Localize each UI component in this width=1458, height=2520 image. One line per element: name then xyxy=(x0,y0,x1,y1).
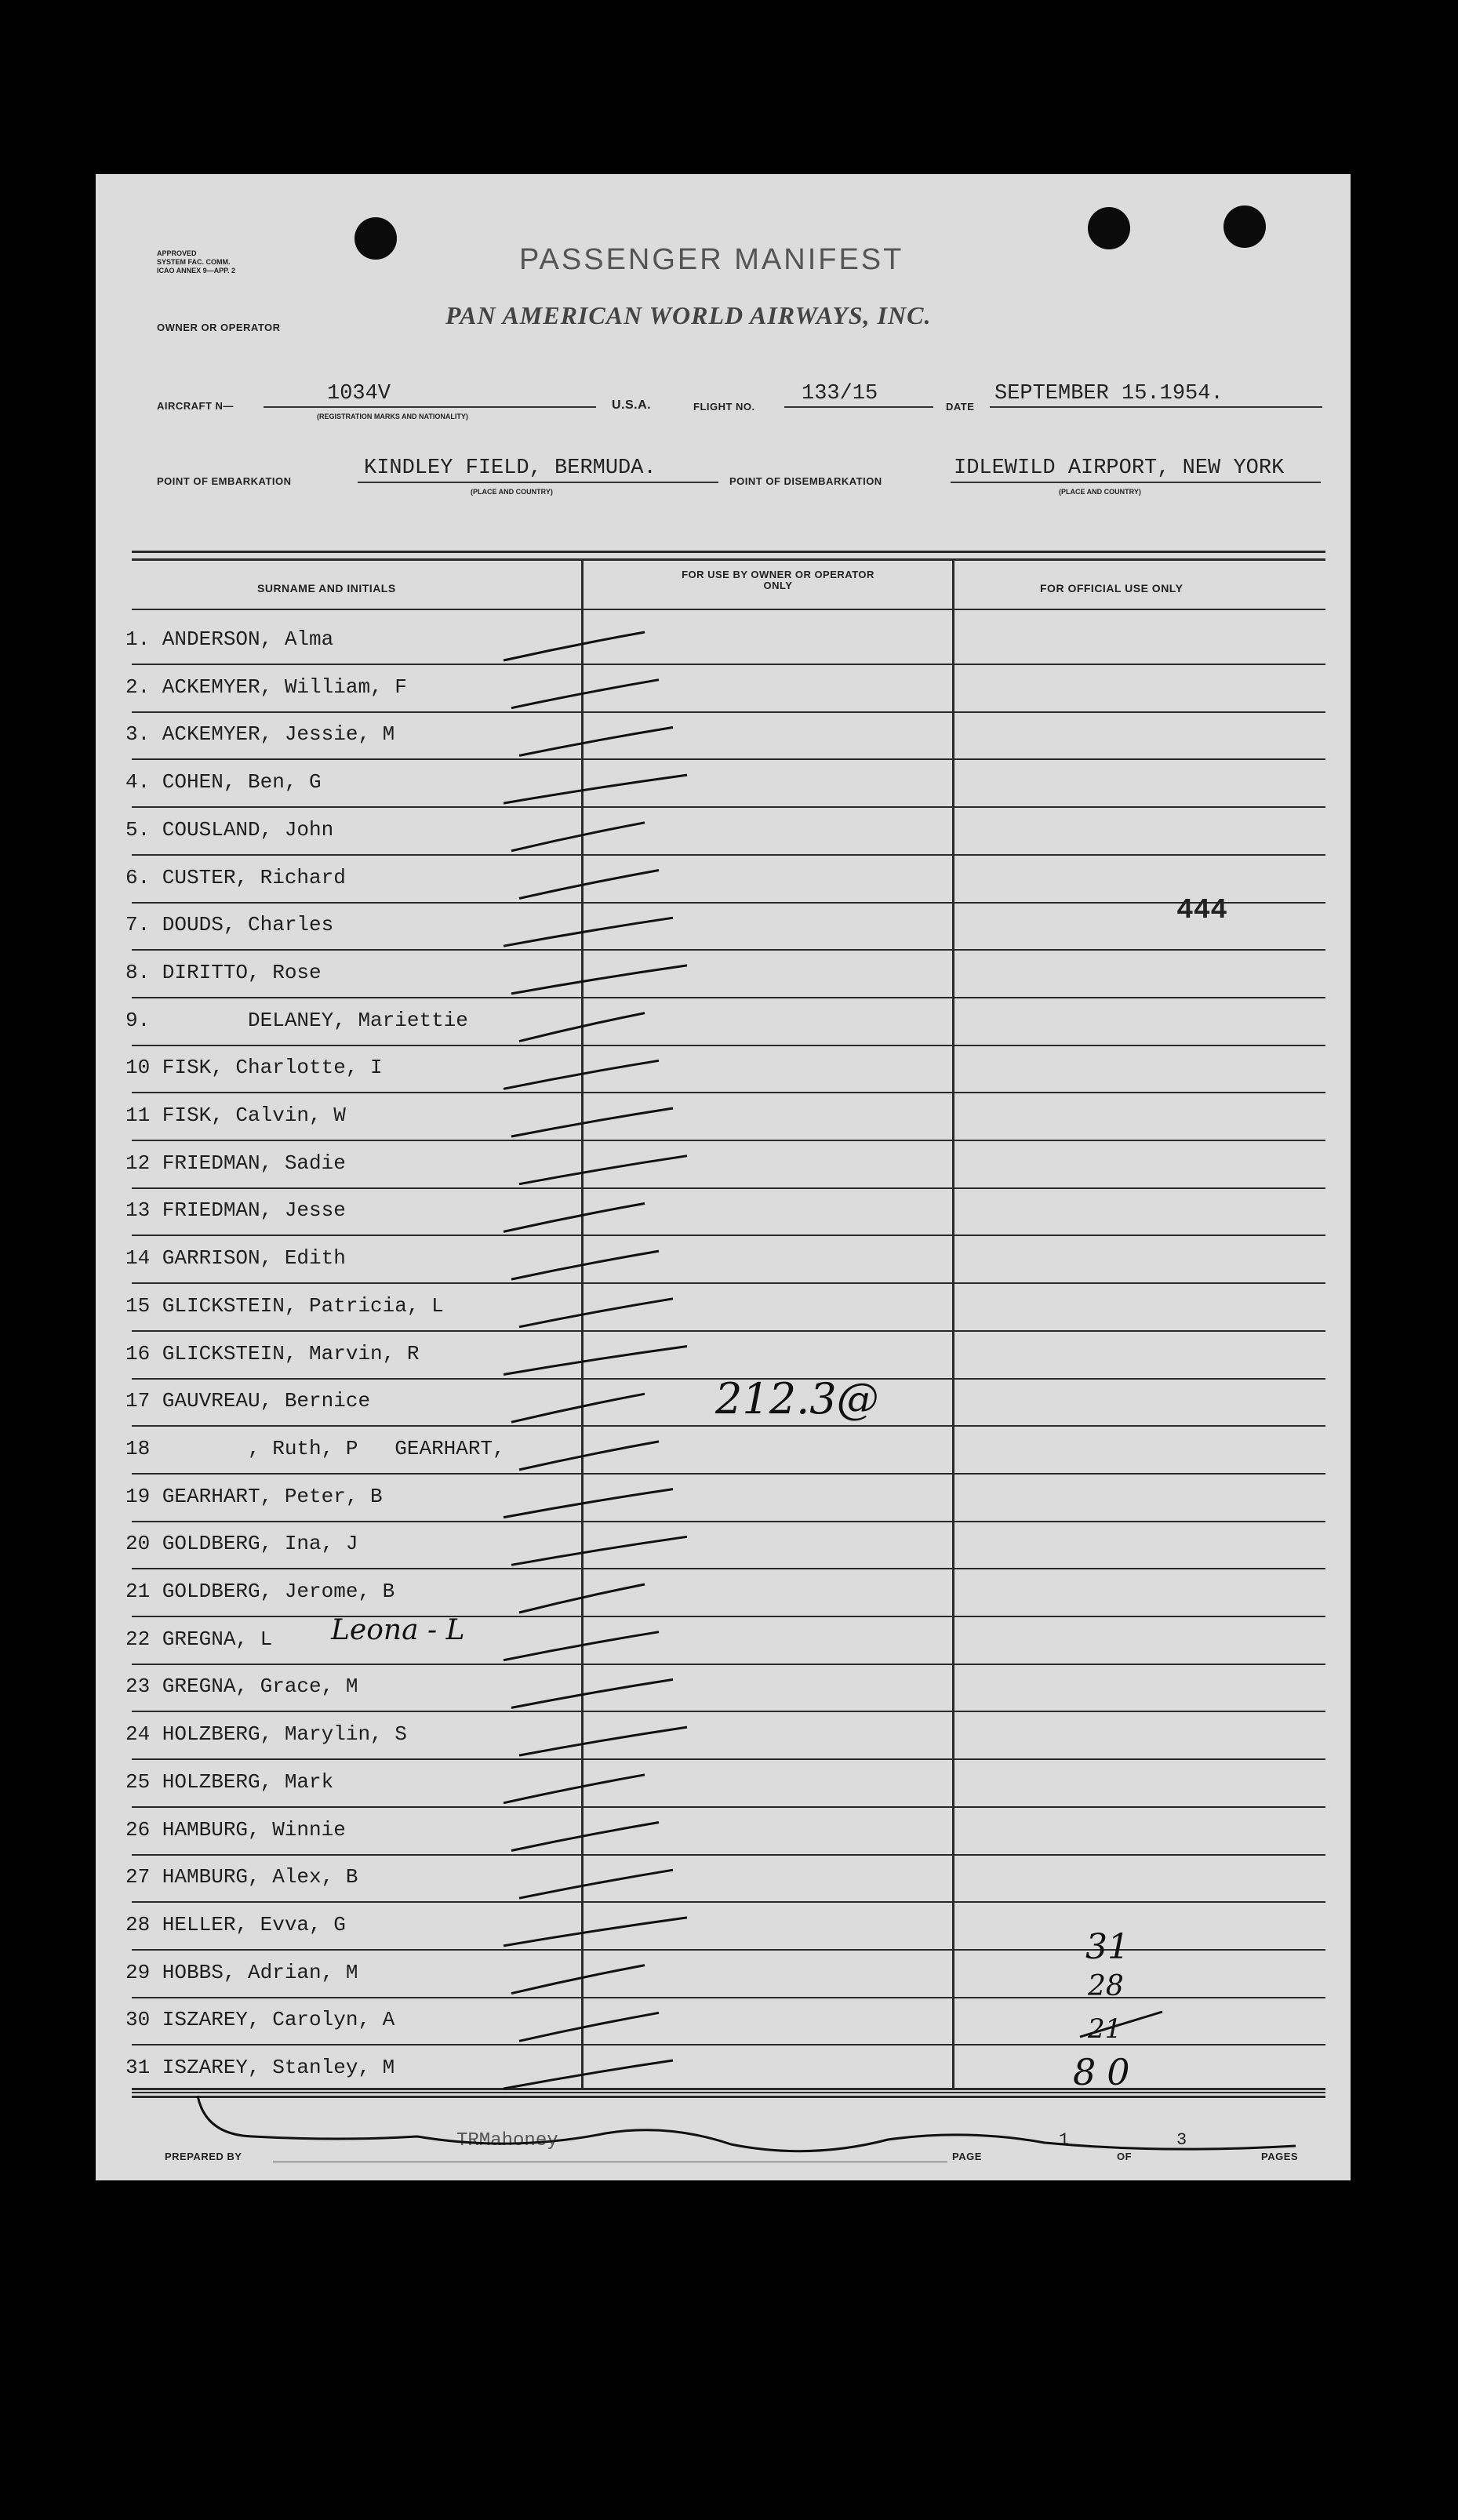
passenger-row: 29 HOBBS, Adrian, M xyxy=(125,1960,358,1984)
passenger-row: 27 HAMBURG, Alex, B xyxy=(125,1865,358,1889)
passenger-row: 4. COHEN, Ben, G xyxy=(125,770,322,795)
check-stroke xyxy=(504,1347,687,1375)
passenger-row: 28 HELLER, Evva, G xyxy=(125,1912,346,1936)
check-stroke xyxy=(519,1442,659,1470)
check-marks xyxy=(96,174,1351,2180)
check-stroke xyxy=(519,871,659,899)
approval-line: APPROVED xyxy=(157,249,197,257)
tally-21: 21 xyxy=(1088,2013,1122,2045)
check-stroke xyxy=(504,1060,659,1089)
owner-label: OWNER OR OPERATOR xyxy=(157,322,281,333)
check-stroke xyxy=(504,775,687,803)
embarkation-place: KINDLEY FIELD, BERMUDA. xyxy=(364,456,656,480)
tally-rule xyxy=(1076,2005,1170,2045)
check-stroke xyxy=(504,1489,673,1518)
aircraft-number: 1034V xyxy=(327,382,391,405)
check-stroke xyxy=(511,823,645,851)
passenger-row: 14 GARRISON, Edith xyxy=(125,1246,346,1271)
passenger-row: 12 FRIEDMAN, Sadie xyxy=(125,1151,346,1175)
check-stroke xyxy=(519,727,673,755)
passenger-row: 26 HAMBURG, Winnie xyxy=(125,1817,346,1842)
col-header-surname: SURNAME AND INITIALS xyxy=(257,582,396,595)
col-header-owner-use: FOR USE BY OWNER OR OPERATOR ONLY xyxy=(682,569,874,591)
usa-label: U.S.A. xyxy=(612,398,652,412)
check-stroke xyxy=(504,918,673,946)
check-stroke xyxy=(504,1632,659,1660)
check-stroke xyxy=(511,1108,673,1136)
check-stroke xyxy=(504,632,645,660)
tally-28: 28 xyxy=(1088,1970,1124,2002)
check-stroke xyxy=(519,1727,687,1755)
check-stroke xyxy=(519,1870,673,1898)
flight-label: FLIGHT NO. xyxy=(693,401,755,413)
approval-line: SYSTEM FAC. COMM. xyxy=(157,258,231,266)
passenger-row: 18 , Ruth, P GEARHART, xyxy=(125,1436,505,1460)
passenger-row: 9. DELANEY, Mariettie xyxy=(125,1008,468,1032)
passenger-row: 2. ACKEMYER, William, F xyxy=(125,675,407,699)
pages-label: PAGES xyxy=(1261,2151,1299,2162)
aircraft-label: AIRCRAFT N— xyxy=(157,400,234,412)
closing-squiggle xyxy=(182,2088,1335,2174)
name-correction: Leona - L xyxy=(331,1614,465,1646)
check-stroke xyxy=(504,2060,673,2089)
passenger-row: 1. ANDERSON, Alma xyxy=(125,627,334,651)
check-stroke xyxy=(519,1013,645,1042)
passenger-row: 15 GLICKSTEIN, Patricia, L xyxy=(125,1293,444,1318)
disembarkation-place: IDLEWILD AIRPORT, NEW YORK xyxy=(954,456,1285,480)
passenger-row: 17 GAUVREAU, Bernice xyxy=(125,1389,371,1413)
check-stroke xyxy=(511,965,687,994)
tally-31: 31 xyxy=(1085,1927,1129,1967)
passenger-row: 22 GREGNA, L xyxy=(125,1627,273,1651)
page-total: 3 xyxy=(1176,2130,1187,2150)
page-number: 1 xyxy=(1059,2130,1070,2150)
operator-name: PAN AMERICAN WORLD AIRWAYS, INC. xyxy=(445,301,932,329)
passenger-row: 21 GOLDBERG, Jerome, B xyxy=(125,1580,395,1603)
date-label: DATE xyxy=(946,401,975,413)
prepared-label: PREPARED BY xyxy=(165,2151,242,2162)
page-title: PASSENGER MANIFEST xyxy=(519,243,904,276)
weight-note: 212.3@ xyxy=(715,1374,879,1424)
passenger-row: 10 FISK, Charlotte, I xyxy=(125,1056,383,1080)
check-stroke xyxy=(504,1775,645,1803)
passenger-row: 16 GLICKSTEIN, Marvin, R xyxy=(125,1341,420,1365)
flight-number: 133/15 xyxy=(802,382,878,405)
check-stroke xyxy=(504,1203,645,1231)
prepared-by: TRMahoney xyxy=(456,2130,558,2151)
check-stroke xyxy=(511,1823,659,1851)
check-stroke xyxy=(511,680,659,708)
passenger-row: 5. COUSLAND, John xyxy=(125,817,334,842)
passenger-row: 25 HOLZBERG, Mark xyxy=(125,1769,334,1794)
check-stroke xyxy=(511,1394,645,1422)
passenger-row: 8. DIRITTO, Rose xyxy=(125,960,322,984)
passenger-row: 20 GOLDBERG, Ina, J xyxy=(125,1532,358,1556)
passenger-row: 13 FRIEDMAN, Jesse xyxy=(125,1198,346,1223)
col-header-official: FOR OFFICIAL USE ONLY xyxy=(1040,582,1183,595)
place-note: (PLACE AND COUNTRY) xyxy=(471,488,553,496)
passenger-row: 24 HOLZBERG, Marylin, S xyxy=(125,1722,407,1747)
passenger-row: 31 ISZAREY, Stanley, M xyxy=(125,2056,395,2079)
passenger-row: 30 ISZAREY, Carolyn, A xyxy=(125,2008,395,2032)
passenger-row: 3. ACKEMYER, Jessie, M xyxy=(125,722,395,747)
page-label: PAGE xyxy=(952,2151,982,2162)
passenger-row: 19 GEARHART, Peter, B xyxy=(125,1484,383,1508)
disembarkation-label: POINT OF DISEMBARKATION xyxy=(729,475,882,487)
embarkation-label: POINT OF EMBARKATION xyxy=(157,475,292,487)
check-stroke xyxy=(511,1251,659,1279)
passenger-row: 6. CUSTER, Richard xyxy=(125,865,346,889)
place-note: (PLACE AND COUNTRY) xyxy=(1059,488,1141,496)
check-stroke xyxy=(511,1679,673,1707)
approval-line: ICAO ANNEX 9—APP. 2 xyxy=(157,267,236,275)
of-label: OF xyxy=(1117,2151,1133,2162)
passenger-row: 7. DOUDS, Charles xyxy=(125,913,334,937)
check-stroke xyxy=(511,1536,687,1565)
check-stroke xyxy=(519,2013,659,2041)
official-code: 444 xyxy=(1176,894,1227,926)
check-stroke xyxy=(519,1156,687,1184)
check-stroke xyxy=(519,1584,645,1613)
registration-note: (REGISTRATION MARKS AND NATIONALITY) xyxy=(317,413,468,420)
passenger-row: 23 GREGNA, Grace, M xyxy=(125,1675,358,1699)
flight-date: SEPTEMBER 15.1954. xyxy=(994,382,1223,405)
tally-total: 80 xyxy=(1073,2051,1141,2093)
check-stroke xyxy=(519,1299,673,1327)
manifest-sheet xyxy=(96,174,1351,2180)
check-stroke xyxy=(504,1918,687,1946)
check-stroke xyxy=(511,1965,645,1994)
passenger-row: 11 FISK, Calvin, W xyxy=(125,1104,346,1127)
